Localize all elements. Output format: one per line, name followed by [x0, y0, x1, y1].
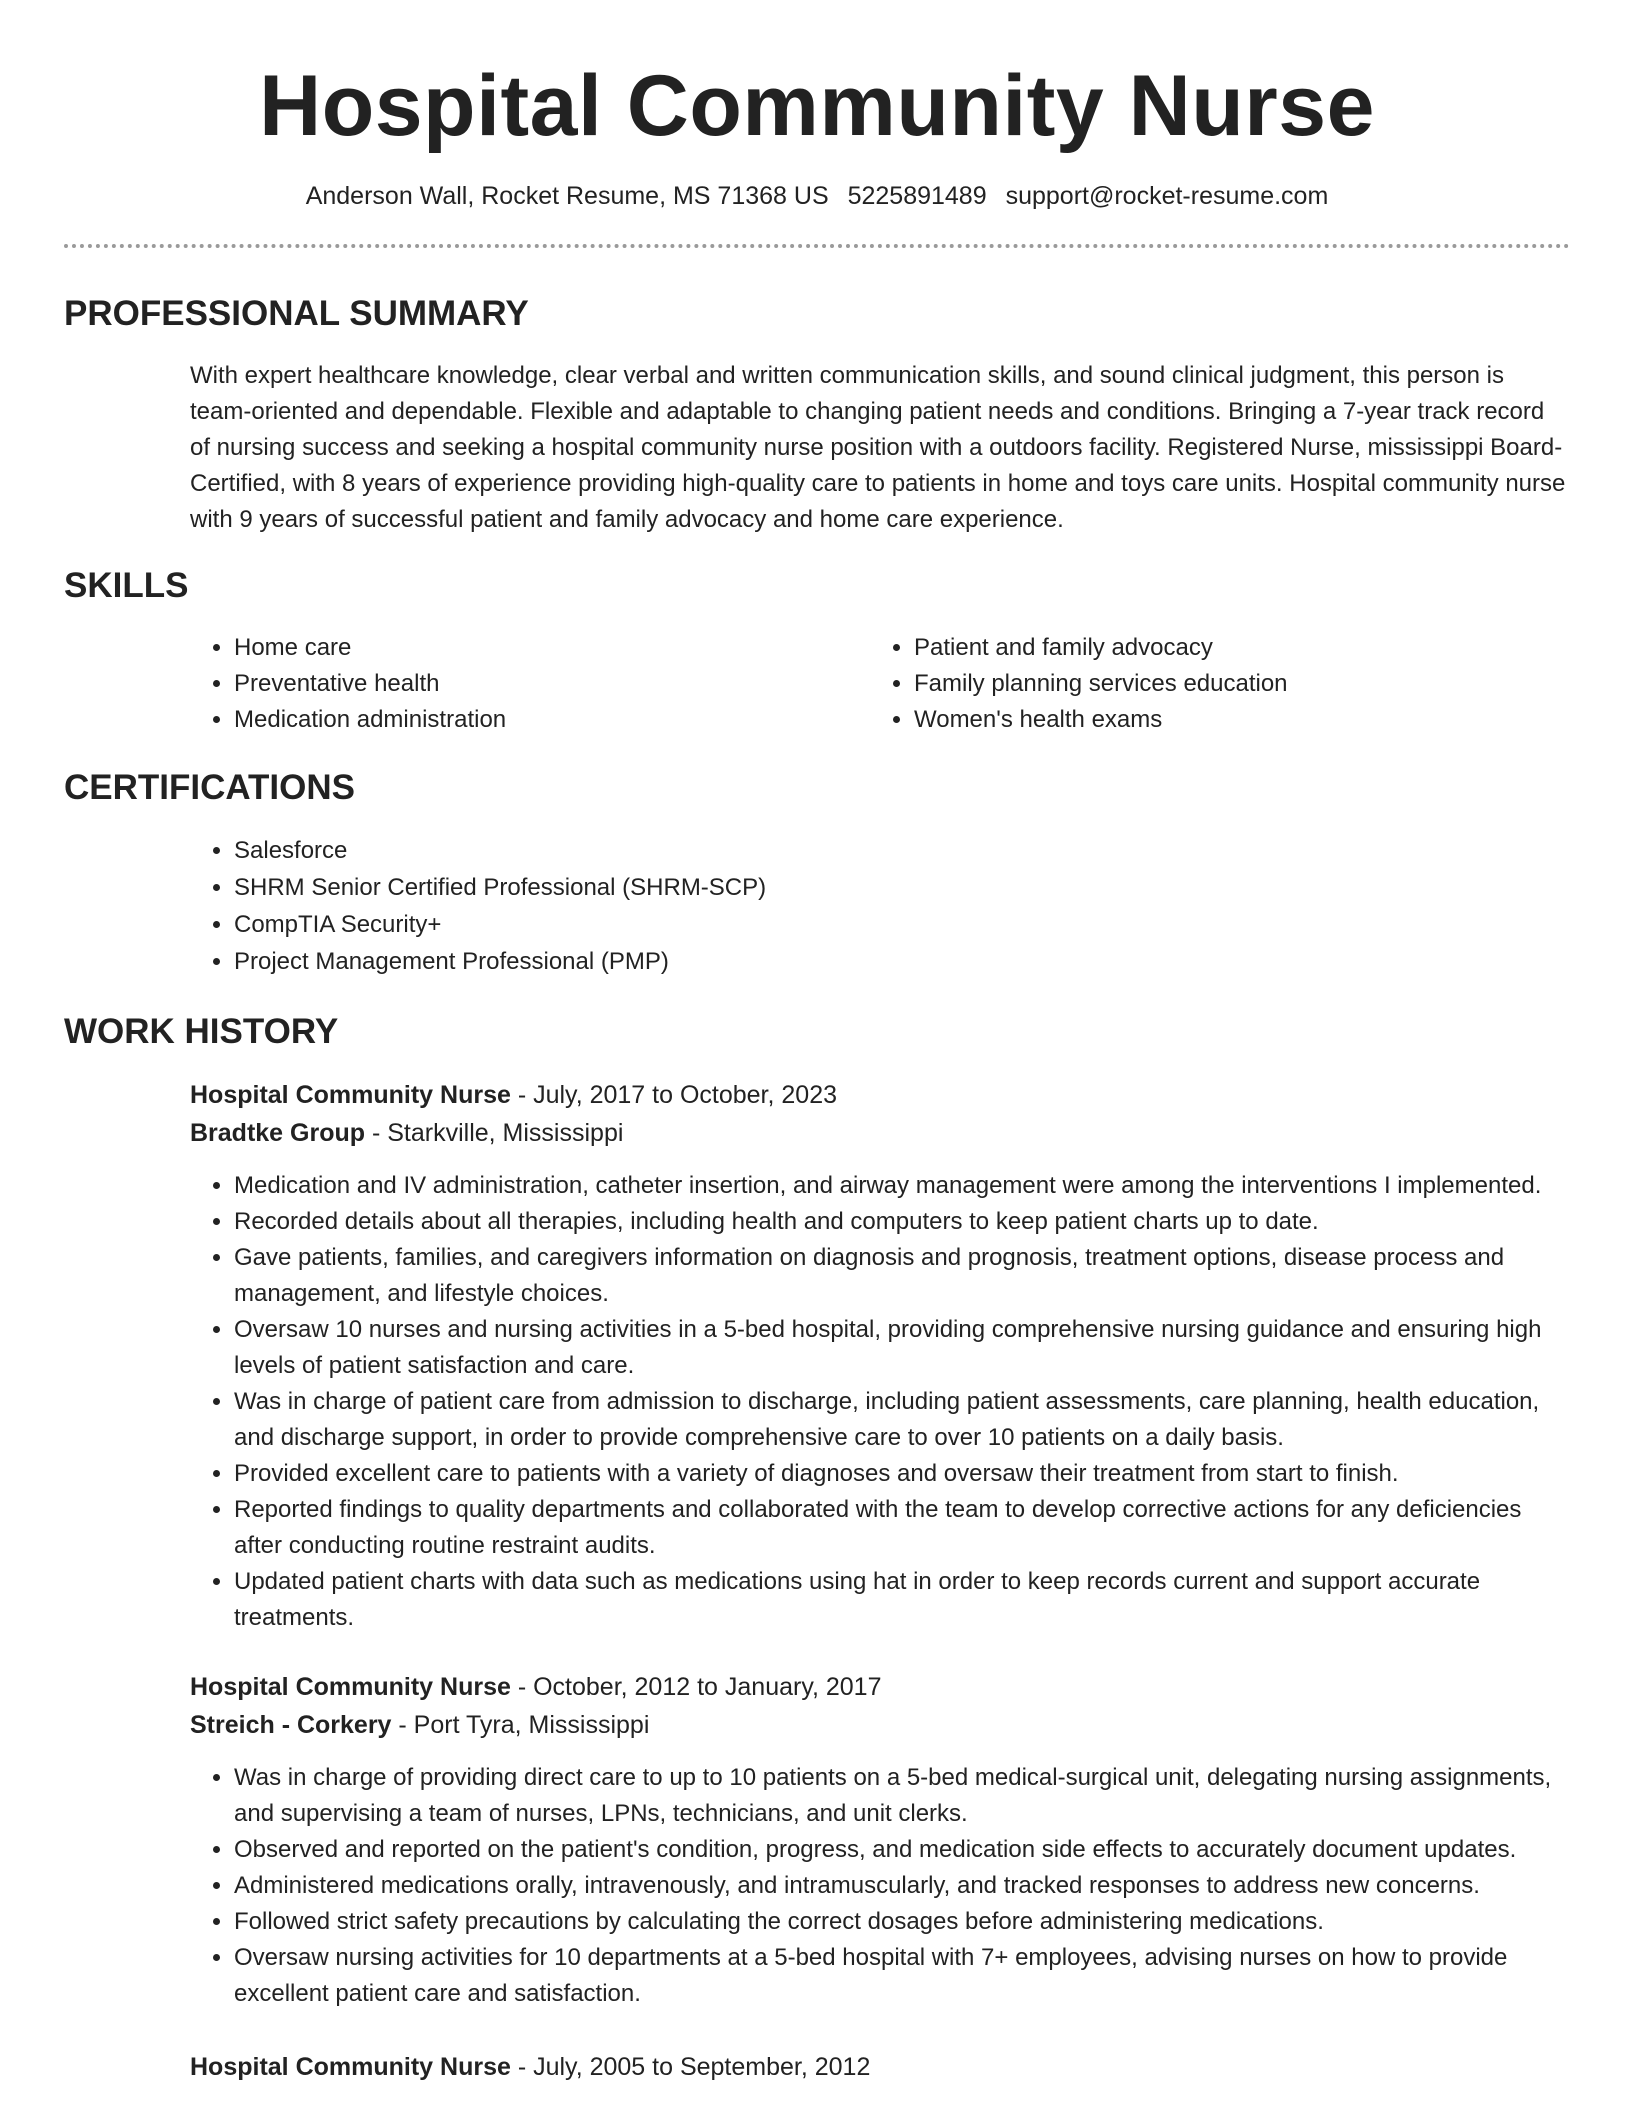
job-duty: • Oversaw nursing activities for 10 departments at a 5-bed hospital with 7+ employees, advising nurses on how to provide excellent patient care and satisfaction. [234, 1940, 1570, 2012]
contact-phone: 5225891489 [847, 182, 987, 210]
job-duty: • Administered medications orally, intravenously, and intramuscularly, and tracked responses to address new concerns. [234, 1868, 1570, 1904]
contact-address: Anderson Wall, Rocket Resume, MS 71368 US [305, 182, 829, 210]
job-entry [190, 1668, 1570, 2012]
job-dates: - October, 2012 to January, 2017 [510, 1673, 882, 1701]
job-duty: • Gave patients, families, and caregivers information on diagnosis and prognosis, treatment options, disease process and management, and lifestyle choices. [234, 1240, 1570, 1312]
job-company: Bradtke Group [190, 1119, 366, 1147]
job-role-line [190, 2048, 1570, 2086]
job-role-line [190, 1668, 1570, 1706]
skill-item: • Medication administration [234, 702, 870, 738]
job-duty: • Medication and IV administration, catheter insertion, and airway management were among the interventions I implemented. [234, 1168, 1570, 1204]
job-role: Hospital Community Nurse [190, 2053, 511, 2081]
job-duty: • Updated patient charts with data such as medications using hat in order to keep records current and support accurate treatments. [234, 1564, 1570, 1636]
job-duty: • Was in charge of patient care from admission to discharge, including patient assessments, care planning, health education, and discharge support, in order to provide comprehensive care to over 10 patients on a daily basis. [234, 1384, 1570, 1456]
job-dates: - July, 2017 to October, 2023 [510, 1081, 837, 1109]
certifications-section [64, 766, 1570, 980]
job-duty: • Observed and reported on the patient's condition, progress, and medication side effects to accurately document updates. [234, 1832, 1570, 1868]
job-role: Hospital Community Nurse [190, 1673, 511, 1701]
skills-column-left [190, 630, 870, 738]
job-entry [190, 1076, 1570, 1636]
job-company-line [190, 1706, 1570, 1744]
resume-name: Hospital Community Nurse [259, 58, 1375, 154]
skills-section [64, 564, 1570, 738]
job-company: Streich - Corkery [190, 1711, 392, 1739]
job-duty: • Was in charge of providing direct care to up to 10 patients on a 5-bed medical-surgical unit, delegating nursing assignments, and supervising a team of nurses, LPNs, technicians, and unit clerks. [234, 1760, 1570, 1832]
skill-item: • Home care [234, 630, 870, 666]
work-history-title: WORK HISTORY [64, 1012, 339, 1051]
certification-item: • CompTIA Security+ [234, 906, 1570, 943]
skill-item: • Family planning services education [914, 666, 1550, 702]
certification-item: • Salesforce [234, 832, 1570, 869]
summary-title: PROFESSIONAL SUMMARY [64, 294, 529, 333]
certification-item: • Project Management Professional (PMP) [234, 943, 1570, 980]
job-duty: • Oversaw 10 nurses and nursing activities in a 5-bed hospital, providing comprehensive nursing guidance and ensuring high levels of patient satisfaction and care. [234, 1312, 1570, 1384]
resume-page [64, 0, 1570, 2086]
contact-line [64, 180, 1570, 212]
job-duty: • Provided excellent care to patients with a variety of diagnoses and oversaw their treatment from start to finish. [234, 1456, 1570, 1492]
work-history-section [64, 1010, 1570, 2086]
skill-item: • Women's health exams [914, 702, 1550, 738]
skill-item: • Preventative health [234, 666, 870, 702]
job-location: - Port Tyra, Mississippi [391, 1711, 650, 1739]
skill-item: • Patient and family advocacy [914, 630, 1550, 666]
job-dates: - July, 2005 to September, 2012 [510, 2053, 871, 2081]
skills-column-right [870, 630, 1550, 738]
job-role-line [190, 1076, 1570, 1114]
skills-title: SKILLS [64, 566, 189, 605]
certifications-list [190, 832, 1570, 980]
header-divider [64, 244, 1570, 248]
job-company-line [190, 1114, 1570, 1152]
job-role: Hospital Community Nurse [190, 1081, 511, 1109]
summary-text: With expert healthcare knowledge, clear verbal and written communication skills, and sound clinical judgment, this person is team-oriented and dependable. Flexible and adaptable to changing patient needs and conditions. Bringing a 7-year track record of nursing success and seeking a hospital community nurse position with a outdoors facility. Registered Nurse, mississippi Board-Certified, with 8 years of experience providing high-quality care to patients in home and toys care units. Hospital community nurse with 9 years of successful patient and family advocacy and home care experience. [190, 362, 1566, 533]
job-location: - Starkville, Mississippi [365, 1119, 624, 1147]
summary-section [64, 292, 1570, 538]
certification-item: • SHRM Senior Certified Professional (SHRM-SCP) [234, 869, 1570, 906]
skills-grid [190, 630, 1570, 738]
certifications-title: CERTIFICATIONS [64, 768, 356, 807]
resume-header [64, 0, 1570, 212]
job-entry [190, 2048, 1570, 2086]
job-duties [190, 1168, 1570, 1636]
contact-email: support@rocket-resume.com [1005, 182, 1329, 210]
job-duty: • Recorded details about all therapies, including health and computers to keep patient charts up to date. [234, 1204, 1570, 1240]
job-duty: • Followed strict safety precautions by calculating the correct dosages before administering medications. [234, 1904, 1570, 1940]
job-duties [190, 1760, 1570, 2012]
job-duty: • Reported findings to quality departments and collaborated with the team to develop corrective actions for any deficiencies after conducting routine restraint audits. [234, 1492, 1570, 1564]
